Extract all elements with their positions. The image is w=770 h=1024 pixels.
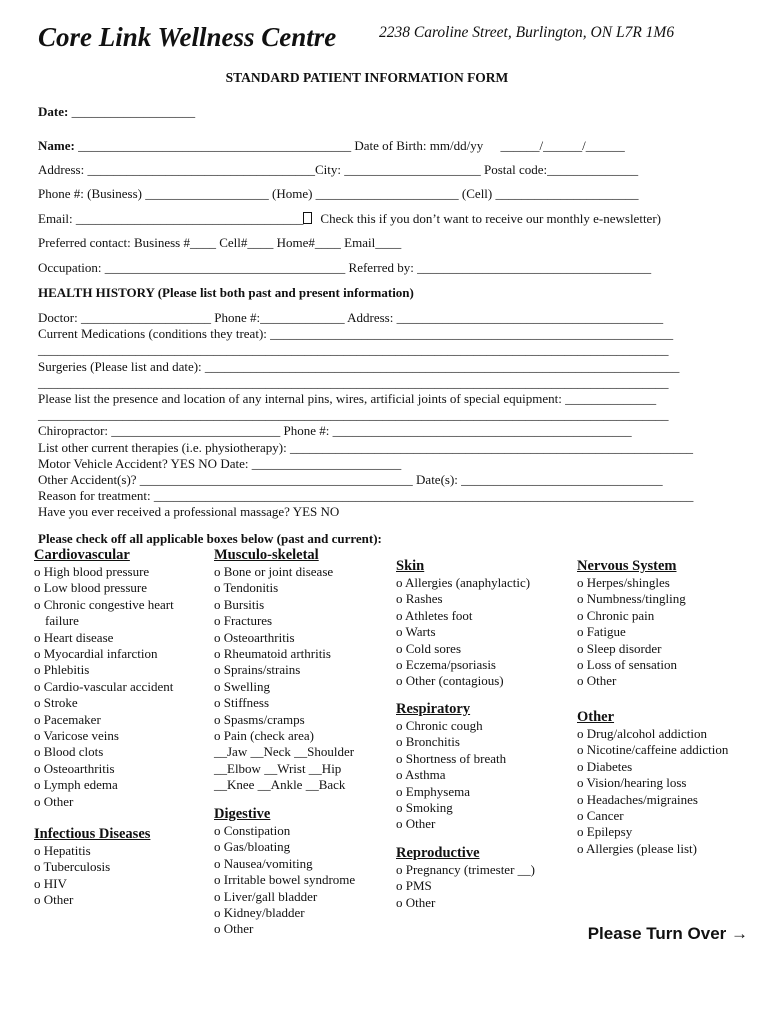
date-row [38,104,195,120]
checklist-item[interactable]: o Smoking [396,800,453,816]
checklist-item[interactable]: o Osteoarthritis [214,629,295,645]
checklist-item[interactable]: o Sleep disorder [577,640,662,656]
checklist-item[interactable]: o Tuberculosis [34,859,111,875]
digestive-section [214,806,355,938]
newsletter-optout-label: Check this if you don’t want to receive our monthly e-newsletter) [320,211,661,226]
checklist-item[interactable]: o Irritable bowel syndrome [214,872,356,888]
skin-heading: Skin [396,558,425,574]
checklist-item[interactable]: o Constipation [214,823,291,838]
name-row [38,138,625,154]
skin-list [396,575,530,690]
checklist-item[interactable]: o Osteoarthritis [34,760,115,776]
checklist-item-continuation: failure [45,613,79,629]
implants-line-2[interactable]: _________________________________________________________________________________________________ [38,407,669,423]
massage-line[interactable]: Have you ever received a professional massage? YES NO [38,504,340,520]
checklist-item[interactable]: o Gas/bloating [214,839,291,855]
clinic-address: 2238 Caroline Street, Burlington, ON L7R 1M6 [379,24,675,41]
checklist-item[interactable]: __Knee __Ankle __Back [214,777,346,793]
checklist-item[interactable]: o Bronchitis [396,734,460,750]
checklist-item[interactable]: o Epilepsy [577,824,633,840]
checklist-item[interactable]: o Sprains/strains [214,662,301,678]
checklist-item[interactable]: o Lymph edema [34,777,118,793]
phone-row[interactable]: Phone #: (Business) ___________________ (Home) ______________________ (Cell) ______________________ [38,186,639,201]
name-field[interactable]: __________________________________________ [78,138,352,153]
checklist-item[interactable]: o Spasms/cramps [214,711,305,727]
cardiovascular-heading: Cardiovascular [34,547,130,563]
musculoskeletal-section [214,547,354,794]
medications-line[interactable]: Current Medications (conditions they treat): ______________________________________________________________ [38,326,674,342]
checklist-item[interactable]: o Other [34,793,74,809]
other-section [577,709,728,857]
health-history-block [38,310,693,521]
checklist-item[interactable]: o Stiffness [214,695,270,711]
checklist-item[interactable]: __Elbow __Wrist __Hip [214,760,342,776]
name-label: Name: [38,138,75,153]
nervous-list [577,575,686,690]
surgeries-line[interactable]: Surgeries (Please list and date): _________________________________________________________________________ [38,358,680,374]
checklist-item[interactable]: o Phlebitis [34,662,90,678]
nervous-heading: Nervous System [577,558,677,574]
checklist-instruction: Please check off all applicable boxes below (past and current): [38,531,382,546]
checklist-item[interactable]: __Jaw __Neck __Shoulder [214,744,355,760]
nervous-section [577,558,686,690]
checklist-item[interactable]: o Other [34,892,74,908]
dob-field[interactable]: ______/______/______ [500,138,625,153]
other-heading: Other [577,709,615,725]
therapies-line[interactable]: List other current therapies (i.e. physiotherapy): ______________________________________________________________ [38,439,693,455]
medications-line-2[interactable]: _________________________________________________________________________________________________ [38,342,669,358]
respiratory-list [396,718,506,833]
checklist-item[interactable]: o Blood clots [34,744,104,760]
dob-label: Date of Birth: mm/dd/yy [354,138,484,153]
checklist-item[interactable]: o Heart disease [34,629,114,645]
address-row[interactable]: Address: ___________________________________City: _____________________ Postal code:______________ [38,162,639,177]
date-label: Date: [38,104,69,119]
checklist-item[interactable]: o High blood pressure [34,564,150,579]
checklist-item[interactable]: o Other [396,816,436,832]
email-row [38,211,661,227]
other-list [577,726,728,857]
checklist-item[interactable]: o Kidney/bladder [214,905,305,921]
clinic-name: Core Link Wellness Centre [38,22,337,52]
infectious-section [34,826,150,909]
checklist-item[interactable]: o Athletes foot [396,607,473,623]
checklist-item[interactable]: o Liver/gall bladder [214,888,318,904]
checklist-item[interactable]: o HIV [34,875,67,891]
turn-over-note: Please Turn Over → [587,924,748,943]
checklist-item[interactable]: o Drug/alcohol addiction [577,726,707,741]
checklist-item[interactable]: o Low blood pressure [34,580,148,596]
checklist-item[interactable]: o Cancer [577,808,624,824]
reproductive-list [396,862,535,911]
doctor-line[interactable]: Doctor: ____________________ Phone #:_____________ Address: _________________________________________ [38,310,664,325]
checklist-item[interactable]: o Fatigue [577,624,626,640]
cardiovascular-list [34,564,174,810]
skin-section [396,558,530,690]
checklist-item[interactable]: o Shortness of breath [396,750,507,766]
chiropractor-line[interactable]: Chiropractor: __________________________ Phone #: ______________________________________________ [38,423,632,439]
cardiovascular-section [34,547,174,810]
checklist-item[interactable]: o Pregnancy (trimester __) [396,862,535,877]
reproductive-heading: Reproductive [396,845,480,861]
checklist-item[interactable]: o Numbness/tingling [577,591,686,607]
checklist-item[interactable]: o Bursitis [214,596,265,612]
surgeries-line-2[interactable]: _________________________________________________________________________________________________ [38,374,669,390]
checklist-item[interactable]: o Chronic pain [577,607,655,623]
checklist-item[interactable]: o Other (contagious) [396,673,504,689]
checklist-item[interactable]: o Swelling [214,678,270,694]
checklist-item[interactable]: o Allergies (anaphylactic) [396,575,531,590]
checklist-item[interactable]: o Allergies (please list) [577,840,697,856]
reproductive-section [396,845,535,911]
checklist-item[interactable]: o Eczema/psoriasis [396,657,496,673]
checklist-item[interactable]: o PMS [396,878,432,894]
digestive-list [214,823,355,938]
checklist-item[interactable]: o Chronic cough [396,718,483,733]
respiratory-section [396,701,506,833]
checklist-item[interactable]: o Varicose veins [34,728,119,744]
checklist-item[interactable]: o Tendonitis [214,580,279,596]
checklist-item[interactable]: o Rashes [396,591,443,607]
checklist-item[interactable]: o Herpes/shingles [577,575,670,590]
date-field[interactable]: ___________________ [71,104,196,119]
mva-line[interactable]: Motor Vehicle Accident? YES NO Date: _______________________ [38,455,402,471]
checklist-item[interactable]: o Cold sores [396,640,461,656]
implants-line[interactable]: Please list the presence and location of any internal pins, wires, artificial joints of special equipment: ______________ [38,391,657,407]
musculoskeletal-list [214,564,354,794]
musculoskeletal-heading: Musculo-skeletal [214,547,319,563]
digestive-heading: Digestive [214,806,271,822]
checklist-item[interactable]: o Chronic congestive heart [34,596,174,612]
other-accident-line[interactable]: Other Accident(s)? __________________________________________ Date(s): _______________________________ [38,472,663,488]
occupation-row[interactable]: Occupation: _____________________________________ Referred by: ____________________________________ [38,260,652,275]
checklist-item[interactable]: o Vision/hearing loss [577,775,687,791]
checklist-item[interactable]: o Pacemaker [34,711,101,727]
checklist-item[interactable]: o Cardio-vascular accident [34,678,174,694]
checklist-item[interactable]: o Asthma [396,767,446,783]
checklist-item[interactable]: o Hepatitis [34,843,91,858]
infectious-list [34,843,150,909]
form-title: STANDARD PATIENT INFORMATION FORM [225,70,509,85]
checklist-item[interactable]: o Nicotine/caffeine addiction [577,742,729,758]
reason-line[interactable]: Reason for treatment: ___________________________________________________________________________________ [38,488,694,504]
checklist-item[interactable]: o Fractures [214,613,273,629]
preferred-contact-row[interactable]: Preferred contact: Business #____ Cell#____ Home#____ Email____ [38,235,402,250]
checklist-item[interactable]: o Emphysema [396,783,471,799]
respiratory-heading: Respiratory [396,701,471,717]
checklist-item[interactable]: o Loss of sensation [577,657,678,673]
checklist-item[interactable]: o Pain (check area) [214,728,314,744]
newsletter-optout-checkbox[interactable] [303,212,312,224]
checklist-item[interactable]: o Warts [396,624,436,640]
checklist-item[interactable]: o Bone or joint disease [214,564,334,579]
checklist-item[interactable]: o Diabetes [577,758,633,774]
checklist-item[interactable]: o Headaches/migraines [577,791,698,807]
checklist-item[interactable]: o Myocardial infarction [34,646,158,662]
checklist-item[interactable]: o Other [214,921,254,937]
checklist-item[interactable]: o Stroke [34,695,78,711]
checklist-item[interactable]: o Other [577,673,617,689]
checklist-item[interactable]: o Rheumatoid arthritis [214,646,331,662]
checklist-item[interactable]: o Other [396,894,436,910]
email-field[interactable]: Email: ___________________________________ [38,211,304,226]
health-history-heading: HEALTH HISTORY (Please list both past and present information) [38,285,414,300]
checklist-item[interactable]: o Nausea/vomiting [214,855,313,871]
infectious-heading: Infectious Diseases [34,826,151,842]
